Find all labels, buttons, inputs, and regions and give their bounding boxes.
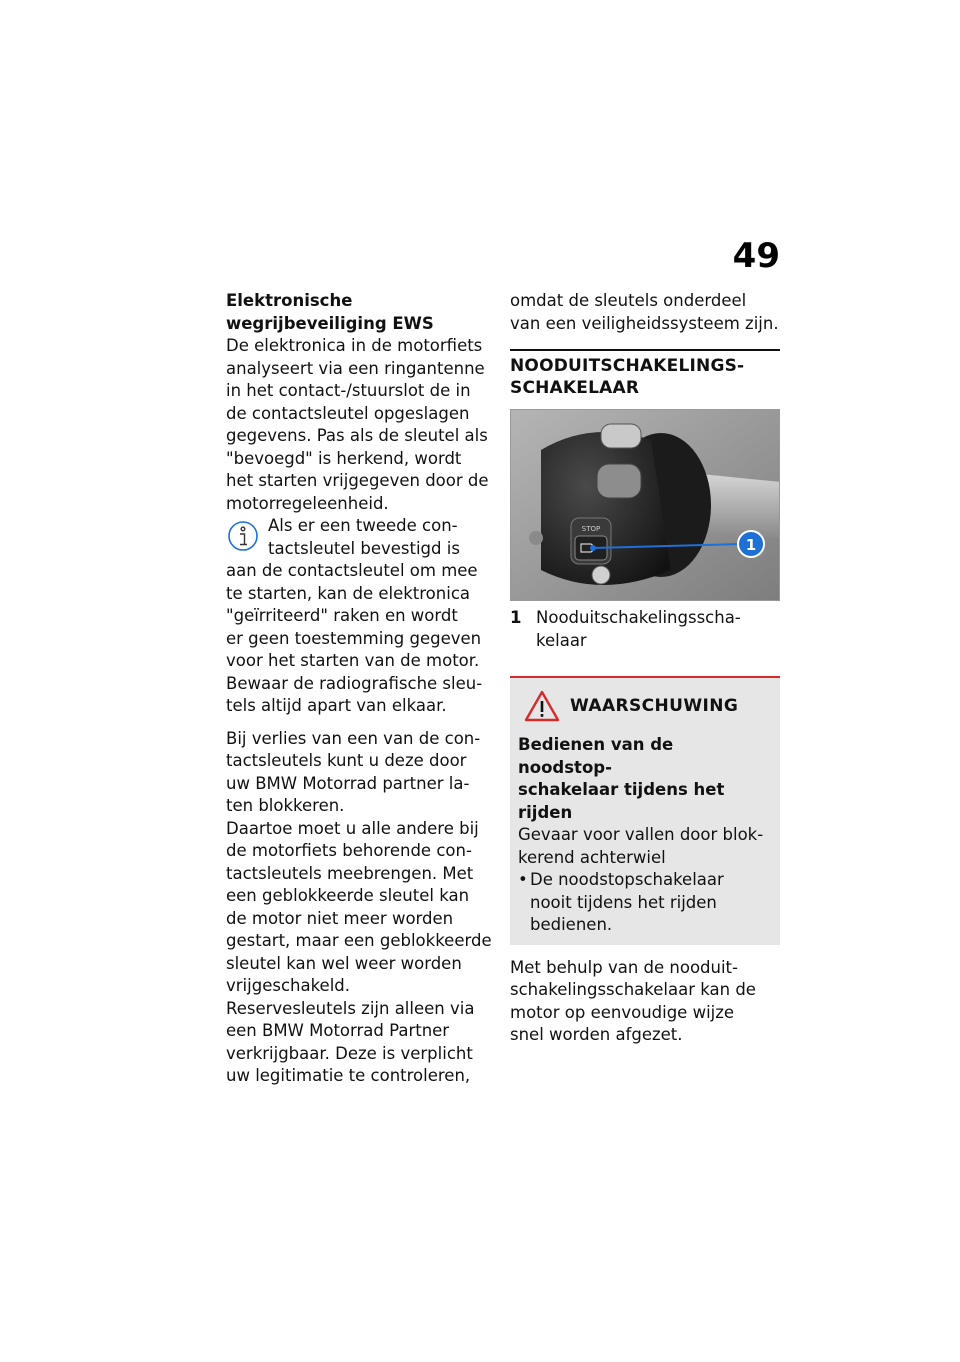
warning-box: [510, 676, 780, 945]
warning-triangle-icon: [524, 690, 560, 722]
key-loss-paragraph: Bij verlies van een van de con- tactsleutels kunt u deze door uw BMW Motorrad partner la- ten blokkeren. Daartoe moet u alle andere bij de motorfiets behorende con- tactsleutels meebrengen. Met een geblokkeerde sleutel kan de motor niet meer worden gestart, maar een geblokkeerde sleutel kan wel weer worden vrijgeschakeld. Reservesleutels zijn alleen via een BMW Motorrad Partner verkrijgbaar. Deze is verplicht uw legitimatie te controleren,: [226, 728, 492, 1085]
figure-legend: [510, 607, 780, 652]
stop-label: STOP: [581, 525, 601, 533]
info-note-indented: Als er een tweede con- tactsleutel bevestigd is: [268, 516, 460, 558]
info-icon: [226, 519, 260, 553]
warning-title: WAARSCHUWING: [570, 696, 739, 716]
ews-heading: Elektronische wegrijbeveiliging EWS: [226, 291, 434, 333]
handlebar-switch-illustration: [511, 410, 780, 601]
continuation-text: omdat de sleutels onderdeel van een veiligheidssysteem zijn.: [510, 291, 779, 333]
page-number: 49: [732, 236, 780, 276]
warning-bullet: [518, 869, 772, 937]
legend-number: 1: [510, 608, 522, 627]
bullet-dot: •: [518, 870, 528, 889]
section-title: NOODUITSCHAKELINGS- SCHAKELAAR: [510, 356, 745, 398]
info-note-text: aan de contactsleutel om mee te starten, kan de elektronica "geïrriteerd" raken en wordt er geen toestemming gegeven voor het starten van de motor. Bewaar de radiografische sleu- tels altijd apart van elkaar.: [226, 561, 483, 715]
section-divider: [510, 349, 780, 351]
ews-paragraph: De elektronica in de motorfiets analyseert via een ringantenne in het contact-/stuurslot de in de contactsleutel opgeslagen gegevens. Pas als de sleutel als "bevoegd" is herkend, wordt het starten vrijgegeven door de motorregeleenheid.: [226, 336, 489, 513]
callout-1: 1: [745, 536, 757, 554]
warning-header: [518, 690, 772, 722]
handlebar-switch-figure: [510, 409, 780, 601]
warning-text: Gevaar voor vallen door blok- kerend achterwiel: [518, 825, 764, 867]
left-column: [226, 290, 492, 1088]
info-note: [226, 515, 492, 718]
right-column: [510, 290, 780, 1047]
warning-subtitle: Bedienen van de noodstop- schakelaar tijdens het rijden: [518, 735, 725, 822]
emergency-switch-description: Met behulp van de nooduit- schakelingsschakelaar kan de motor op eenvoudige wijze snel worden afgezet.: [510, 957, 756, 1044]
warning-bullet-text: De noodstopschakelaar nooit tijdens het rijden bedienen.: [530, 870, 724, 934]
legend-label: Nooduitschakelingsscha- kelaar: [536, 608, 741, 650]
